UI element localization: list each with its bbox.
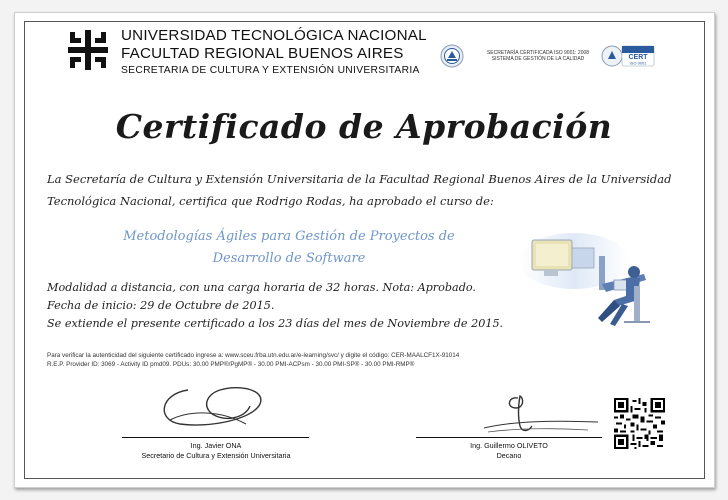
certificate-title: Certificado de Aprobación (115, 107, 613, 146)
modality-text: Modalidad a distancia, con una carga horaria de 32 horas. Nota: Aprobado. (47, 281, 476, 294)
signer-dean-name: Ing. Guillermo OLIVETO (470, 441, 548, 450)
verification-qr-code[interactable] (614, 398, 665, 449)
signer-dean (416, 441, 602, 461)
signer-secretary-name: Ing. Javier ONA (190, 441, 242, 450)
issued-text: Se extiende el presente certificado a los 23 días del mes de Noviembre de 2015. (47, 317, 504, 330)
course-details (47, 279, 517, 333)
signature-line-left (122, 437, 309, 438)
signature-ona (150, 380, 280, 438)
verification-info (47, 351, 647, 369)
course-name (89, 226, 489, 270)
signature-line-right (416, 437, 602, 438)
iso-certification-text: SECRETARÍA CERTIFICADA ISO 9001: 2008 SISTEMA DE GESTIÓN DE LA CALIDAD (486, 50, 590, 62)
signer-dean-role: Decano (496, 451, 522, 460)
iso-cert-seal-icon (601, 44, 655, 68)
computer-user-illustration (514, 226, 656, 336)
secretariat-name: SECRETARIA DE CULTURA Y EXTENSIÓN UNIVERSITARIA (121, 65, 420, 76)
signature-oliveto (448, 392, 608, 437)
utn-logo (68, 30, 108, 70)
cert-seal-brand: CERT (628, 54, 648, 61)
start-date-text: Fecha de inicio: 29 de Octubre de 2015. (47, 299, 275, 312)
course-name-line1: Metodologías Ágiles para Gestión de Proyectos de (123, 229, 455, 244)
faculty-name: FACULTAD REGIONAL BUENOS AIRES (121, 45, 404, 62)
signer-secretary-role: Secretario de Cultura y Extensión Universitaria (141, 451, 291, 460)
course-name-line2: Desarrollo de Software (212, 251, 366, 266)
signer-secretary (112, 441, 320, 461)
university-name: UNIVERSIDAD TECNOLÓGICA NACIONAL (121, 27, 427, 44)
provider-line: R.E.P. Provider ID: 3069 - Activity ID pmd09. PDUs: 30.00 PMP®/PgMP® - 30.00 PMI-ACPsm - 30.00 PMI-SP® - 30.00 PMI-RMP® (47, 361, 415, 368)
verification-line: Para verificar la autenticidad del siguiente certificado ingrese a: www.sceu.frba.utn.edu.ar/e-learning/svc/ y digite el código: CER-MAALCF1X-91014 (47, 352, 460, 359)
quality-seal-icon (440, 44, 464, 68)
cert-seal-sub: ISO 9001 (629, 60, 647, 66)
certificate-intro: La Secretaría de Cultura y Extensión Universitaria de la Facultad Regional Buenos Aires de la Universidad Tecnológica Nacional, certifica que Rodrigo Rodas, ha aprobado el curso de: (47, 172, 672, 208)
